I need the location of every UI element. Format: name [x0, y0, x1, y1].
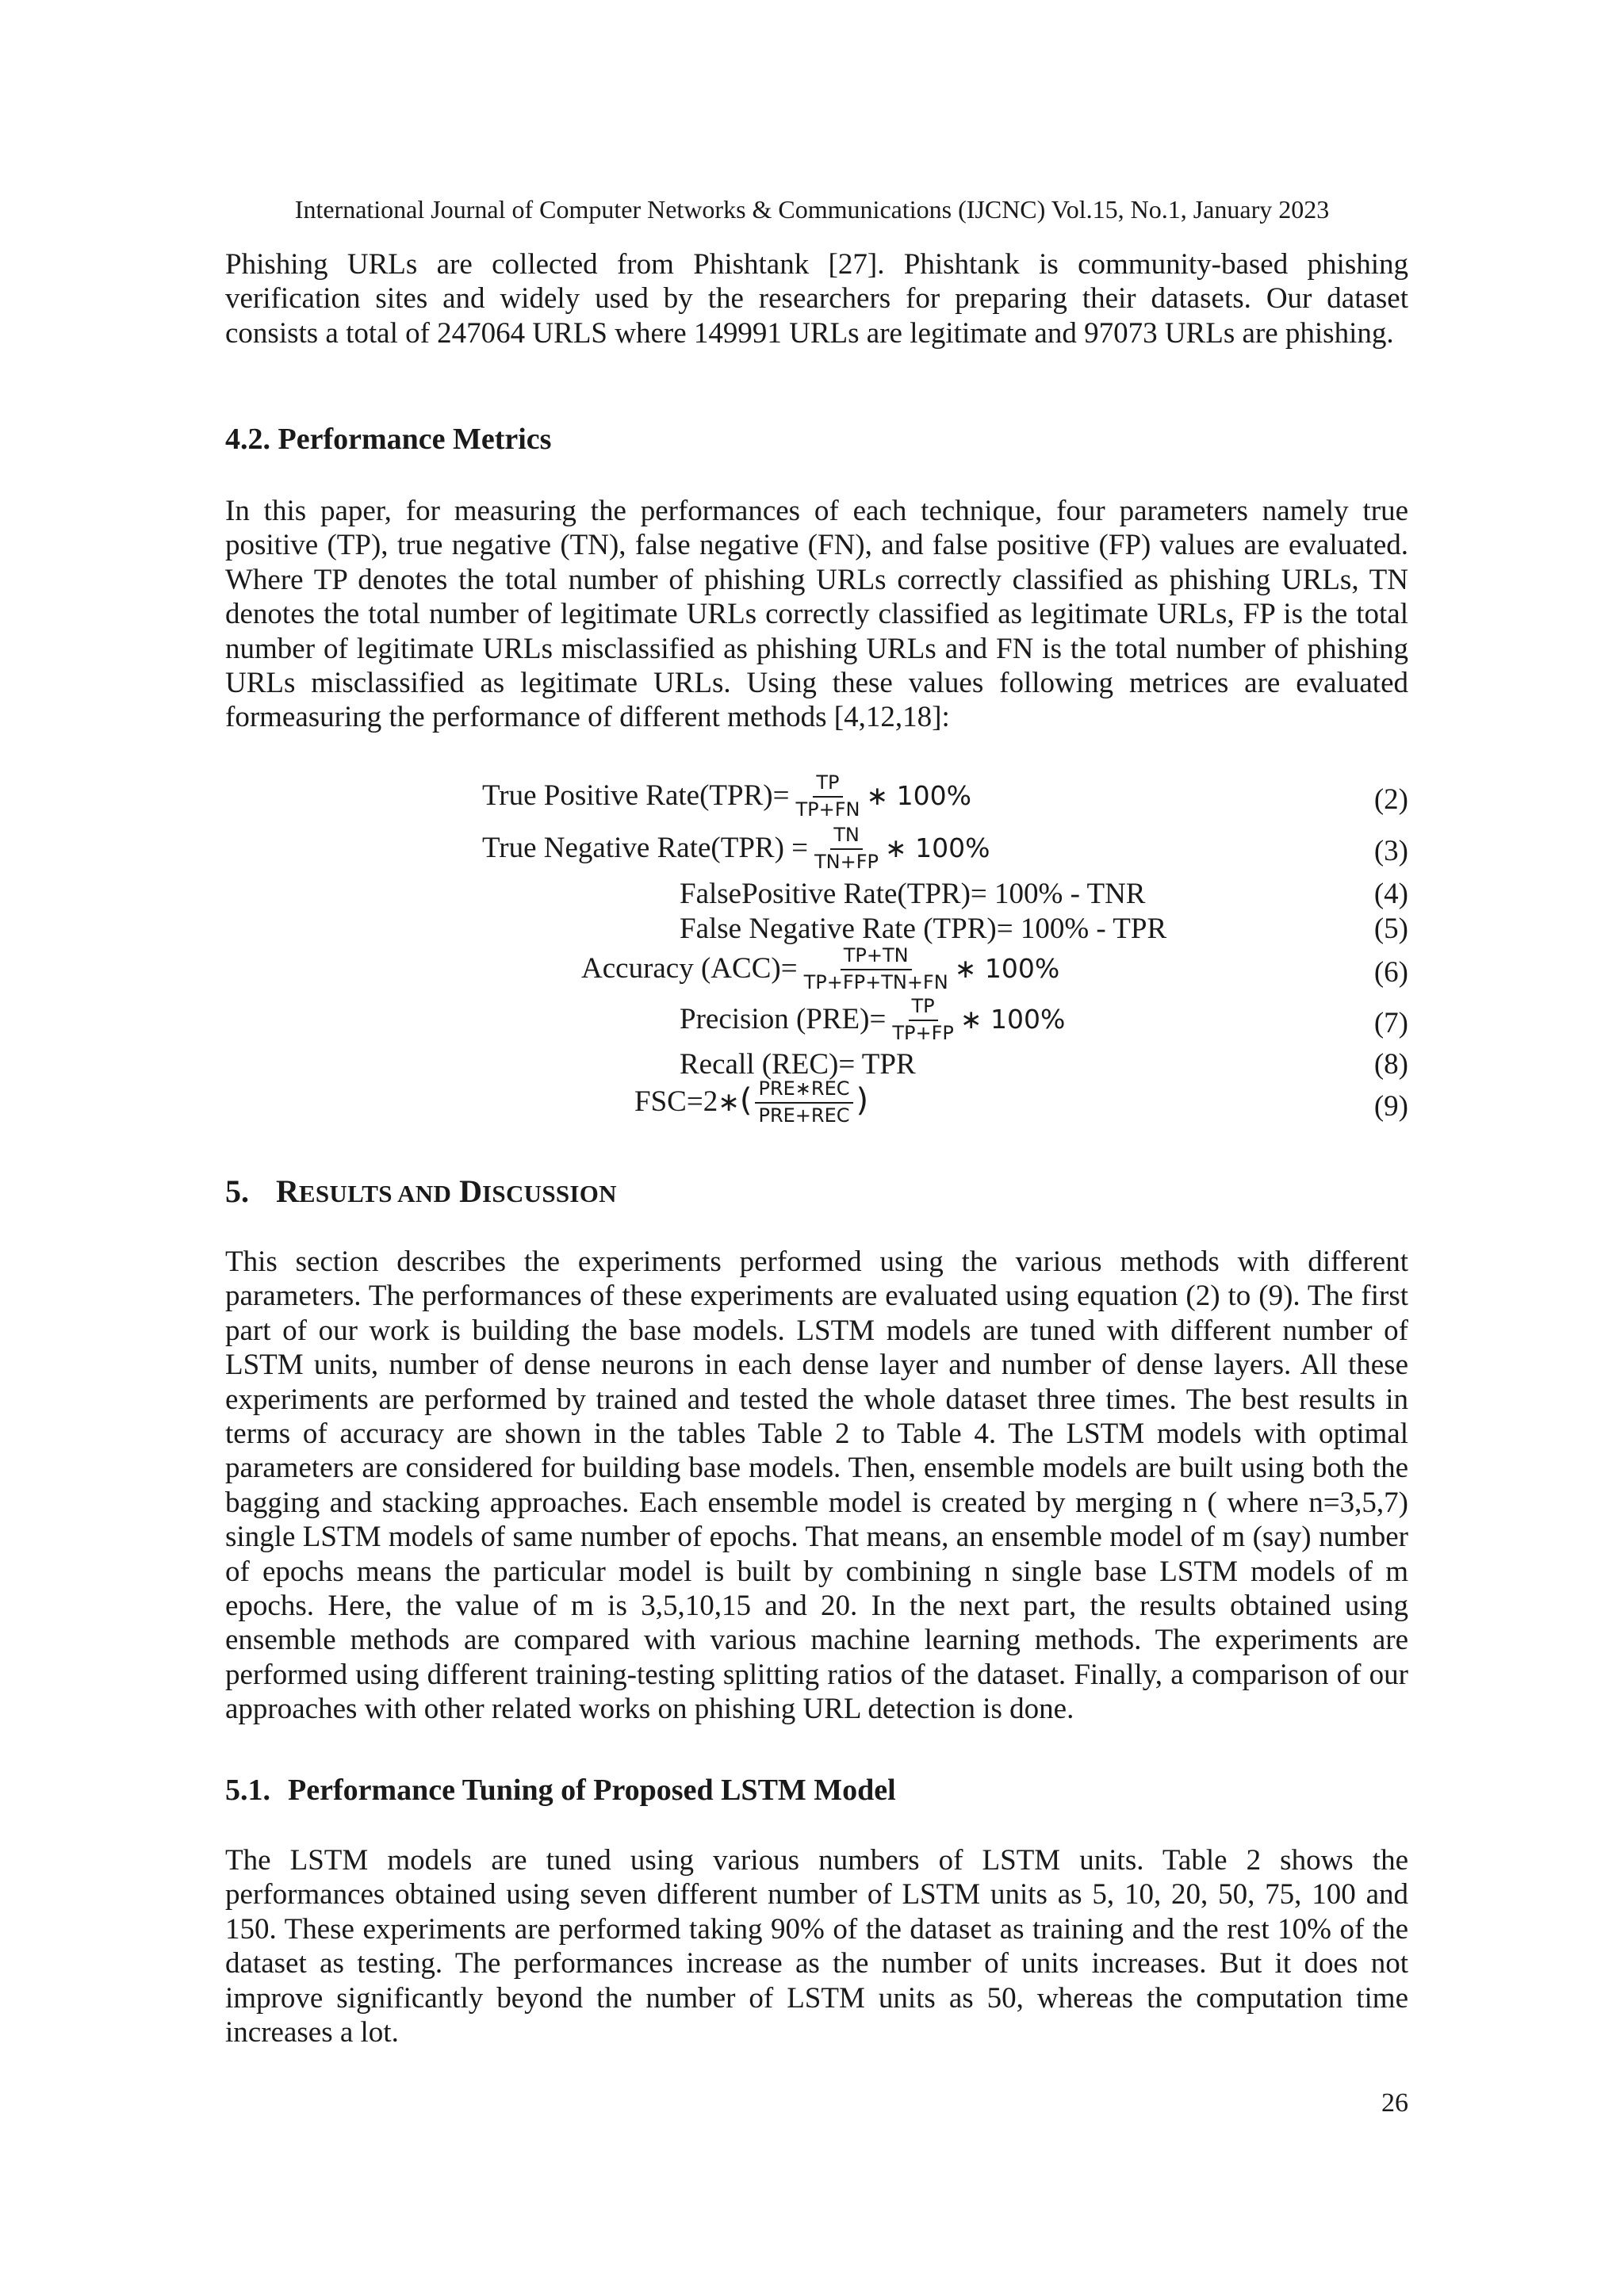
multiply-operator: ∗ [718, 1086, 740, 1118]
fraction [811, 825, 882, 873]
section-4-2-heading: 4.2. Performance Metrics [225, 423, 552, 456]
equation-tnr [482, 826, 990, 874]
equation-fscore [634, 1077, 869, 1128]
heading-smallcaps: ESULTS AND [298, 1180, 452, 1207]
section-number: 5.1. [225, 1774, 270, 1807]
equation-number: (2) [1373, 783, 1408, 816]
equation-recall: Recall (REC)= TPR [680, 1048, 916, 1081]
heading-initial: R [276, 1173, 299, 1209]
denominator: TP+FN [795, 798, 860, 821]
equation-number: (8) [1373, 1048, 1408, 1081]
open-paren: ( [739, 1082, 753, 1119]
equation-fnr: False Negative Rate (TPR)= 100% - TPR [680, 913, 1167, 945]
section-title: Performance Tuning of Proposed LSTM Model [288, 1774, 896, 1807]
fraction [801, 945, 952, 993]
equation-number: (3) [1373, 835, 1408, 867]
equation-number: (9) [1373, 1090, 1408, 1123]
denominator: TP+FP [892, 1021, 954, 1044]
equation-tail: ∗ 100% [866, 780, 971, 812]
lstm-tuning-paragraph: The LSTM models are tuned using various numbers of LSTM units. Table 2 shows the performances obtained using seven different number of LSTM units as 5, 10, 20, 50, 75, 100 and 150. These experiments are performed taking 90% of the dataset as training and the rest 10% of the dataset as testing. The performances increase as the number of units increases. But it does not improve significantly beyond the number of LSTM units as 50, whereas the computation time increases a lot. [225, 1844, 1408, 2049]
equation-tpr [482, 771, 971, 822]
heading-initial: D [459, 1173, 483, 1209]
equation-label: Precision (PRE)= [680, 1003, 887, 1036]
fraction [755, 1078, 852, 1127]
denominator: TP+FP+TN+FN [803, 970, 948, 993]
equation-label: True Negative Rate(TPR) = [482, 832, 809, 865]
equation-precision [680, 997, 1065, 1046]
equation-label: FSC=2 [634, 1085, 718, 1119]
numerator: TP [813, 772, 842, 798]
page-number: 26 [1381, 2088, 1408, 2118]
section-5-1-heading [225, 1773, 896, 1809]
intro-paragraph: Phishing URLs are collected from Phishtank [27]. Phishtank is community-based phishing verification sites and widely used by the researchers for preparing their datasets. Our dataset consists a total of 247064 URLS where 149991 URLs are legitimate and 97073 URLs are phishing. [225, 248, 1408, 350]
equation-number: (7) [1373, 1007, 1408, 1039]
fraction [792, 772, 863, 821]
equation-label: Accuracy (ACC)= [581, 952, 798, 985]
numerator: PRE∗REC [755, 1078, 852, 1104]
numerator: TP [909, 996, 938, 1021]
equation-number: (4) [1373, 878, 1408, 910]
denominator: PRE+REC [758, 1104, 850, 1127]
equation-accuracy [581, 944, 1060, 995]
equation-tail: ∗ 100% [959, 1004, 1066, 1035]
fraction [889, 996, 957, 1044]
performance-metrics-paragraph: In this paper, for measuring the performances of each technique, four parameters namely true positive (TP), true negative (TN), false negative (FN), and false positive (FP) values are evaluated. Where TP denotes the total number of phishing URLs correctly classified as phishing URLs, TN denotes the total number of legitimate URLs correctly classified as legitimate URLs, FP is the total number of legitimate URLs misclassified as phishing URLs and FN is the total number of phishing URLs misclassified as legitimate URLs. Using these values following metrices are evaluated formeasuring the performance of different methods [4,12,18]: [225, 495, 1408, 734]
equation-fpr: FalsePositive Rate(TPR)= 100% - TNR [680, 878, 1146, 910]
equation-number: (5) [1373, 913, 1408, 945]
numerator: TP+TN [841, 945, 912, 970]
section-5-heading [225, 1173, 617, 1211]
equation-tail: ∗ 100% [954, 953, 1060, 985]
section-number: 5. [225, 1173, 249, 1209]
equation-label: True Positive Rate(TPR)= [482, 779, 790, 813]
heading-smallcaps: ISCUSSION [482, 1180, 617, 1207]
denominator: TN+FP [814, 850, 879, 873]
close-paren: ) [856, 1082, 869, 1119]
results-discussion-paragraph: This section describes the experiments performed using the various methods with different parameters. The performances of these experiments are evaluated using equation (2) to (9). The first part of our work is building the base models. LSTM models are tuned with different number of LSTM units, number of dense neurons in each dense layer and number of dense layers. All these experiments are performed by trained and tested the whole dataset three times. The best results in terms of accuracy are shown in the tables Table 2 to Table 4. The LSTM models with optimal parameters are considered for building base models. Then, ensemble models are built using both the bagging and stacking approaches. Each ensemble model is created by merging n ( where n=3,5,7) single LSTM models of same number of epochs. That means, an ensemble model of m (say) number of epochs means the particular model is built by combining n single base LSTM models of m epochs. Here, the value of m is 3,5,10,15 and 20. In the next part, the results obtained using ensemble methods are compared with various machine learning methods. The experiments are performed using different training-testing splitting ratios of the dataset. Finally, a comparison of our approaches with other related works on phishing URL detection is done. [225, 1246, 1408, 1726]
numerator: TN [830, 825, 863, 850]
equation-tail: ∗ 100% [885, 832, 990, 864]
journal-header: International Journal of Computer Networks & Communications (IJCNC) Vol.15, No.1, January 2023 [294, 195, 1330, 224]
equation-number: (6) [1373, 956, 1408, 989]
